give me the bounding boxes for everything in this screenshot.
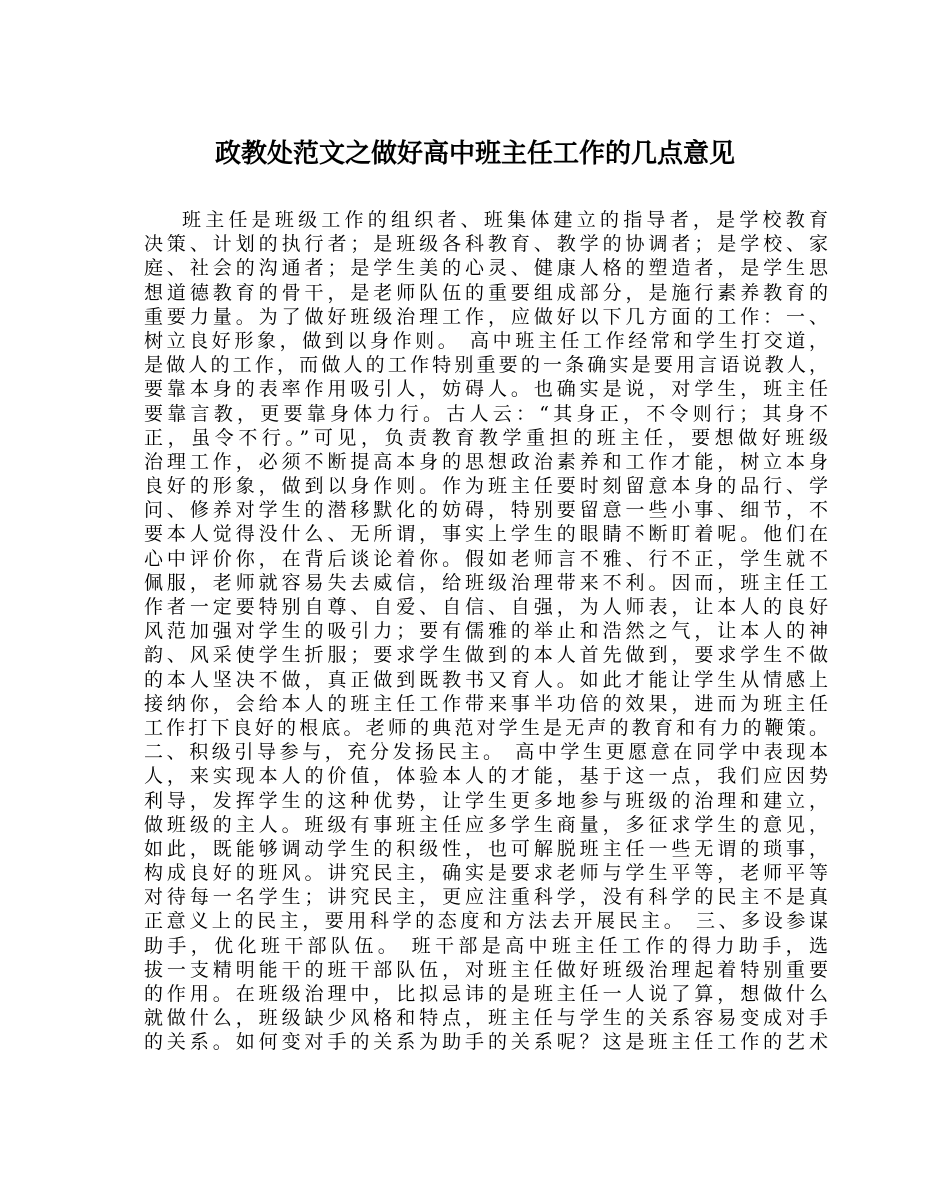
body-line: 治理工作，必须不断提高本身的思想政治素养和工作才能，树立本身 [144, 450, 828, 473]
body-line: 的关系。如何变对手的关系为助手的关系呢？这是班主任工作的艺术 [144, 1031, 828, 1054]
body-line: 韵、风采使学生折服；要求学生做到的本人首先做到，要求学生不做 [144, 644, 828, 667]
body-line: 的作用。在班级治理中，比拟忌讳的是班主任一人说了算，想做什么 [144, 983, 828, 1005]
body-line: 佩服，老师就容易失去威信，给班级治理带来不利。因而，班主任工 [144, 571, 828, 594]
body-line: 心中评价你，在背后谈论着你。假如老师言不雅、行不正，学生就不 [144, 547, 828, 570]
body-line: 正，虽令不行。”可见，负责教育教学重担的班主任，要想做好班级 [144, 426, 828, 449]
body-line: 班主任是班级工作的组织者、班集体建立的指导者，是学校教育 [182, 209, 828, 231]
body-line: 接纳你，会给本人的班主任工作带来事半功倍的效果，进而为班主任 [144, 692, 828, 715]
body-line: 做班级的主人。班级有事班主任应多学生商量，多征求学生的意见， [144, 813, 828, 836]
body-line: 的本人坚决不做，真正做到既教书又育人。如此才能让学生从情感上 [144, 668, 828, 691]
body-line: 对待每一名学生；讲究民主，更应注重科学，没有科学的民主不是真 [144, 886, 828, 909]
body-line: 想道德教育的骨干，是老师队伍的重要组成部分，是施行素养教育的 [144, 281, 828, 304]
body-line: 风范加强对学生的吸引力；要有儒雅的举止和浩然之气，让本人的神 [144, 620, 828, 643]
body-line: 拔一支精明能干的班干部队伍，对班主任做好班级治理起着特别重要 [144, 958, 828, 981]
body-line: 工作打下良好的根底。老师的典范对学生是无声的教育和有力的鞭策。 [144, 716, 828, 739]
body-line: 利导，发挥学生的这种优势，让学生更多地参与班级的治理和建立， [144, 789, 828, 812]
body-line: 作者一定要特别自尊、自爱、自信、自强，为人师表，让本人的良好 [144, 596, 828, 618]
document-title: 政教处范文之做好高中班主任工作的几点意见 [214, 139, 735, 169]
body-line: 助手，优化班干部队伍。 班干部是高中班主任工作的得力助手，选 [144, 934, 828, 957]
body-line: 要靠本身的表率作用吸引人，妨碍人。也确实是说，对学生，班主任 [144, 378, 828, 401]
body-line: 要靠言教，更要靠身体力行。古人云：“其身正，不令则行；其身不 [144, 402, 828, 425]
document-body [144, 208, 828, 1055]
body-line: 树立良好形象，做到以身作则。 高中班主任工作经常和学生打交道， [144, 329, 828, 352]
body-line: 构成良好的班风。讲究民主，确实是要求老师与学生平等，老师平等 [144, 862, 828, 885]
body-line: 问、修养对学生的潜移默化的妨碍，特别要留意一些小事、细节，不 [144, 499, 828, 522]
body-line: 庭、社会的沟通者；是学生美的心灵、健康人格的塑造者，是学生思 [144, 257, 828, 280]
body-line: 是做人的工作，而做人的工作特别重要的一条确实是要用言语说教人， [144, 354, 828, 377]
body-line: 重要力量。为了做好班级治理工作，应做好以下几方面的工作：一、 [144, 305, 828, 328]
body-line: 就做什么，班级缺少风格和特点，班主任与学生的关系容易变成对手 [144, 1007, 828, 1030]
body-line: 人，来实现本人的价值，体验本人的才能，基于这一点，我们应因势 [144, 765, 828, 788]
body-line: 良好的形象，做到以身作则。作为班主任要时刻留意本身的品行、学 [144, 475, 828, 498]
body-line: 二、积级引导参与，充分发扬民主。 高中学生更愿意在同学中表现本 [144, 741, 828, 764]
body-line: 决策、计划的执行者；是班级各科教育、教学的协调者；是学校、家 [144, 233, 828, 256]
body-line: 如此，既能够调动学生的积级性，也可解脱班主任一些无谓的琐事， [144, 837, 828, 860]
body-line: 正意义上的民主，要用科学的态度和方法去开展民主。 三、多设参谋 [144, 910, 828, 933]
body-line: 要本人觉得没什么、无所谓，事实上学生的眼睛不断盯着呢。他们在 [144, 523, 828, 546]
